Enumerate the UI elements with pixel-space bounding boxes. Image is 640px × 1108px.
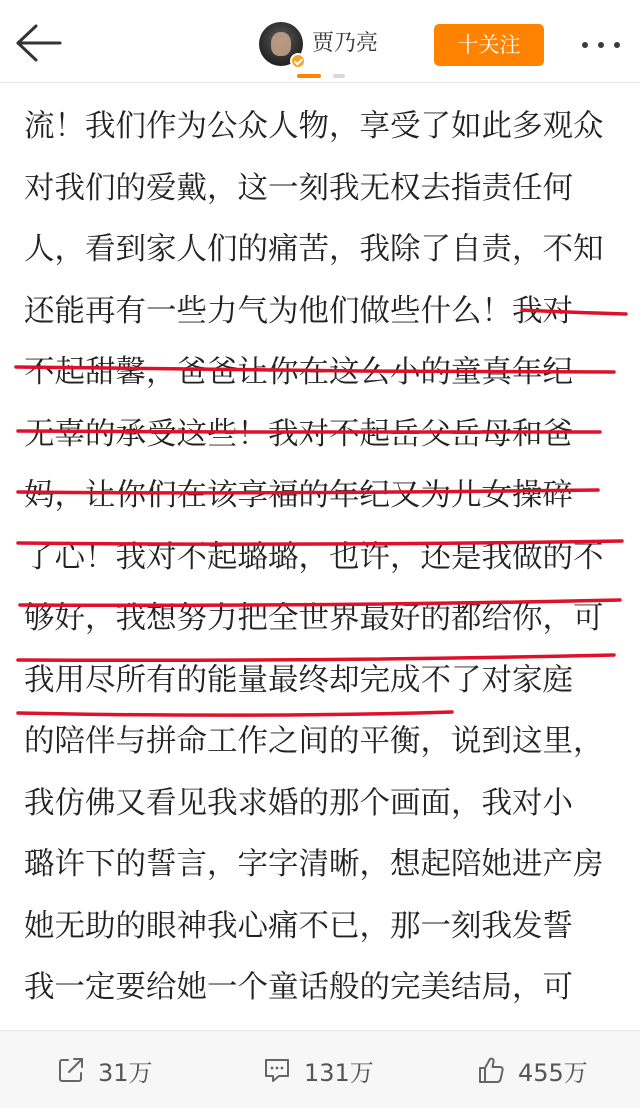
post-body: [24, 96, 624, 1080]
more-dots-icon: [598, 42, 604, 48]
post-text-line: 不起甜馨，爸爸让你在这么小的童真年纪: [24, 355, 573, 390]
post-text-line: 妈，让你们在该享福的年纪又为儿女操碎: [24, 478, 573, 513]
post-text-line: 我用尽所有的能量最终却完成不了对家庭: [24, 662, 573, 698]
more-dots-icon: [614, 42, 620, 48]
bottom-action-bar: [0, 1030, 640, 1108]
repost-button[interactable]: [56, 1031, 153, 1108]
post-text-line: 无辜的承受这些！我对不起岳父岳母和爸: [24, 416, 573, 452]
post-text-line: 我一定要给她一个童话般的完美结局，可: [24, 970, 573, 1005]
post-text-line: 对我们的爱戴，这一刻我无权去指责任何: [24, 170, 573, 206]
back-arrow-icon: [12, 20, 68, 66]
post-text-line: 够好，我想努力把全世界最好的都给你，可: [24, 601, 604, 636]
post-text-line: 她无助的眼神我心痛不已，那一刻我发誓: [24, 908, 573, 944]
post-text-line: 璐许下的誓言，字字清晰，想起陪她进产房: [24, 847, 604, 882]
repost-count: 31万: [98, 1058, 153, 1087]
comment-count: 131万: [304, 1058, 374, 1087]
like-button[interactable]: [476, 1031, 588, 1108]
verified-badge-icon: [290, 53, 306, 69]
post-text-line: 了心！我对不起璐璐，也许，还是我做的不: [24, 539, 604, 575]
avatar[interactable]: [259, 22, 303, 66]
like-count: 455万: [518, 1058, 588, 1087]
post-text-line: 我仿佛又看见我求婚的那个画面，我对小: [24, 785, 573, 821]
page-indicator-inactive: [333, 74, 345, 78]
comment-button[interactable]: [262, 1031, 374, 1108]
top-navigation-bar: [0, 0, 640, 83]
comment-icon: [262, 1055, 292, 1085]
post-text-line: 人，看到家人们的痛苦，我除了自责，不知: [24, 232, 604, 267]
repost-icon: [56, 1055, 86, 1085]
page-indicator-active: [297, 74, 321, 78]
back-button[interactable]: [12, 20, 68, 66]
post-text-line: 还能再有一些力气为他们做些什么！我对: [24, 293, 573, 329]
thumbs-up-icon: [476, 1055, 506, 1085]
more-dots-icon: [582, 42, 588, 48]
post-text-line: 的陪伴与拼命工作之间的平衡，说到这里，: [24, 724, 604, 759]
username[interactable]: 贾乃亮: [312, 31, 379, 56]
post-text-line: 流！我们作为公众人物，享受了如此多观众: [24, 109, 604, 144]
follow-button[interactable]: 十关注: [434, 24, 544, 66]
more-options-button[interactable]: [576, 30, 626, 60]
